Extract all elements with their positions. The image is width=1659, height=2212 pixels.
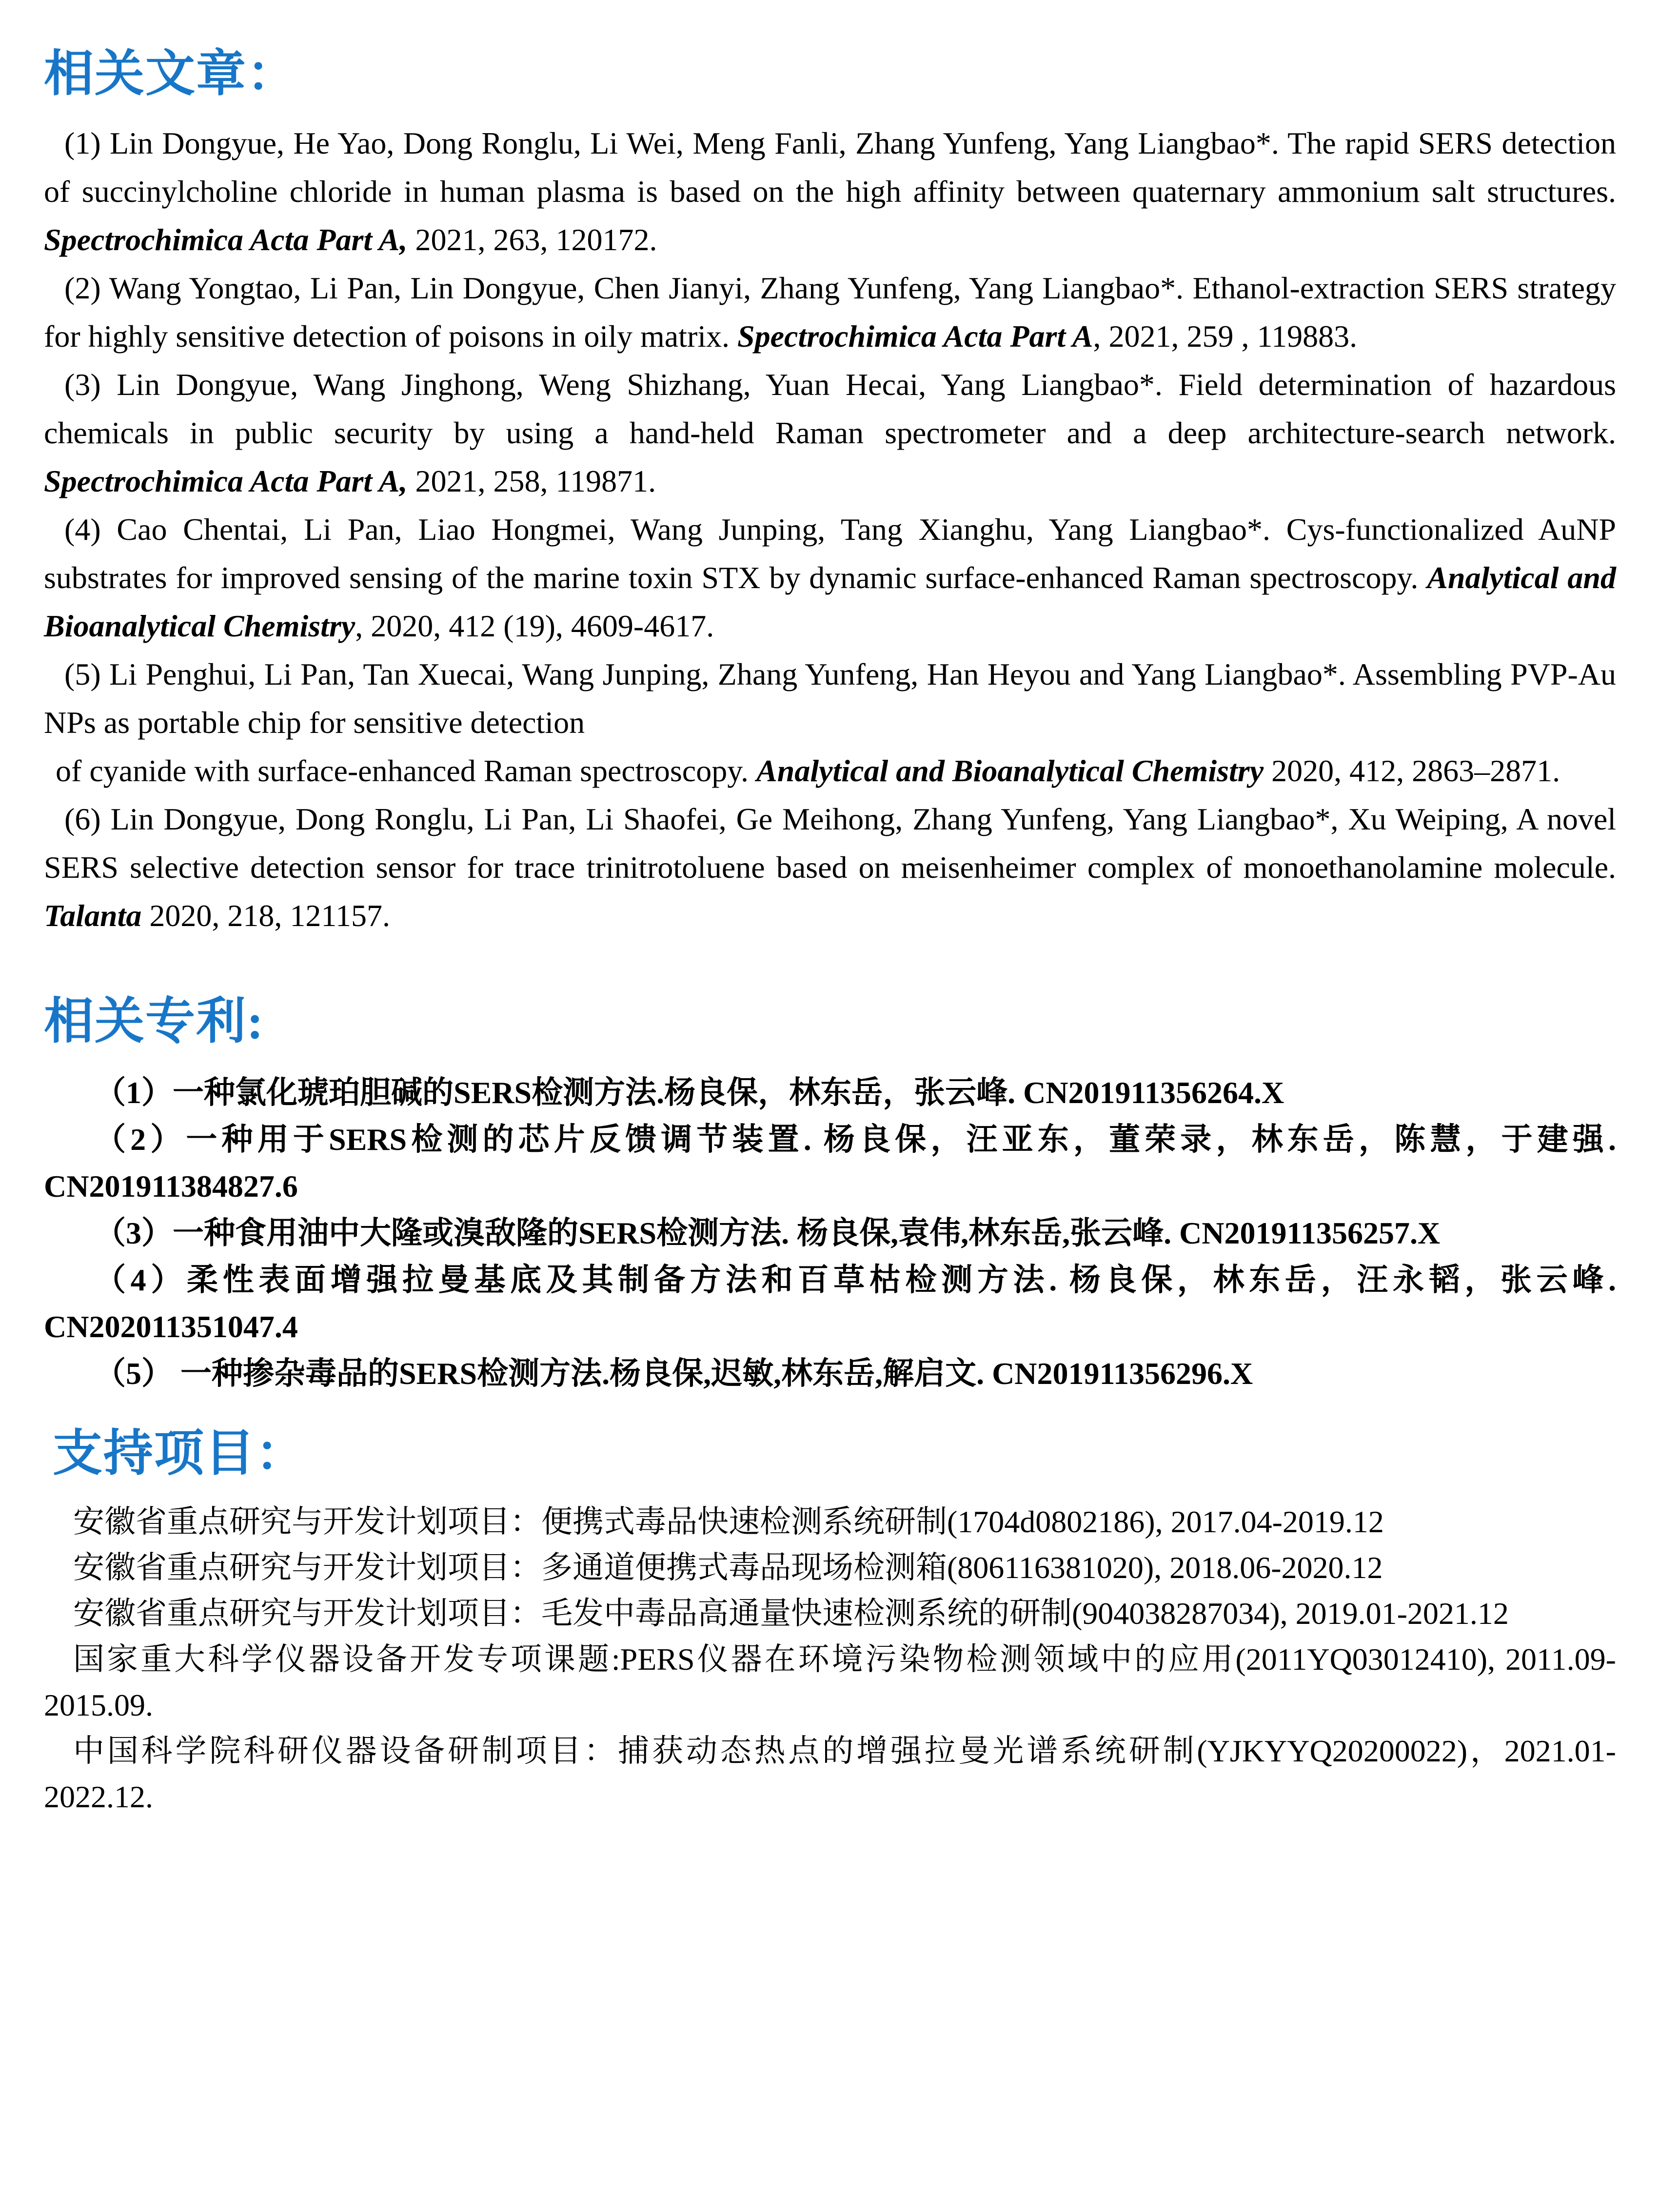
project-entry: 安徽省重点研究与开发计划项目：毛发中毒品高通量快速检测系统的研制(904038287034), 2019.01-2021.12 <box>73 1596 1509 1631</box>
patent-entry: （5） 一种掺杂毒品的SERS检测方法.杨良保,迟敏,林东岳,解启文. CN201911356296.X <box>95 1356 1253 1391</box>
section-heading-projects: 支持项目： <box>53 1426 306 1482</box>
article-text: 2021, 263, 120172. <box>407 222 657 257</box>
journal-name: Spectrochimica Acta Part A, <box>44 222 408 257</box>
journal-name: Spectrochimica Acta Part A, <box>44 464 408 499</box>
article-text: of cyanide with surface-enhanced Raman spectroscopy. <box>56 753 757 789</box>
article-text: (2) Wang Yongtao, Li Pan, Lin Dongyue, Chen Jianyi, Zhang Yunfeng, Yang Liangbao*. Ethanol-extraction SERS strategy for highly sensitive detection of poisons in oily matrix. <box>44 271 1616 354</box>
article-entry <box>44 650 1616 747</box>
patent-entry: （3）一种食用油中大隆或溴敌隆的SERS检测方法. 杨良保,袁伟,林东岳,张云峰. CN201911356257.X <box>95 1216 1441 1251</box>
article-text: 2020, 218, 121157. <box>141 898 390 933</box>
article-entry <box>44 360 1616 505</box>
article-entry <box>44 505 1616 650</box>
article-text: (4) Cao Chentai, Li Pan, Liao Hongmei, Wang Junping, Tang Xianghu, Yang Liangbao*. Cys-functionalized AuNP substrates for improved sensing of the marine toxin STX by dynamic surface-enhanced Raman spectroscopy. <box>44 512 1616 595</box>
article-text: (3) Lin Dongyue, Wang Jinghong, Weng Shizhang, Yuan Hecai, Yang Liangbao*. Field determination of hazardous chemicals in public security by using a hand-held Raman spectrometer and a deep architecture-search network. <box>44 367 1616 451</box>
article-entry <box>44 795 1616 940</box>
patent-entry: （4）柔性表面增强拉曼基底及其制备方法和百草枯检测方法. 杨良保，林东岳，汪永韬，张云峰. CN202011351047.4 <box>44 1263 1616 1344</box>
article-text: 2021, 258, 119871. <box>407 464 656 499</box>
project-entry: 中国科学院科研仪器设备研制项目：捕获动态热点的增强拉曼光谱系统研制(YJKYYQ20200022)，2021.01-2022.12. <box>44 1733 1616 1814</box>
article-text: (6) Lin Dongyue, Dong Ronglu, Li Pan, Li Shaofei, Ge Meihong, Zhang Yunfeng, Yang Liangbao*, Xu Weiping, A novel SERS selective detection sensor for trace trinitrotoluene based on meisenheimer complex of monoethanolamine molecule. <box>44 802 1616 885</box>
section-heading-articles: 相关文章： <box>44 47 297 102</box>
journal-name: Analytical and Bioanalytical Chemistry <box>756 753 1264 789</box>
articles-list <box>44 119 1616 940</box>
project-entry: 安徽省重点研究与开发计划项目：便携式毒品快速检测系统研制(1704d0802186), 2017.04-2019.12 <box>73 1504 1384 1539</box>
project-entry: 国家重大科学仪器设备开发专项课题:PERS仪器在环境污染物检测领域中的应用(2011YQ03012410), 2011.09-2015.09. <box>44 1641 1616 1722</box>
article-entry <box>44 119 1616 264</box>
project-entry: 安徽省重点研究与开发计划项目：多通道便携式毒品现场检测箱(806116381020), 2018.06-2020.12 <box>73 1550 1383 1585</box>
journal-name: Talanta <box>44 898 142 933</box>
journal-name: Spectrochimica Acta Part A <box>737 319 1093 354</box>
journal-name: Analytical and Bioanalytical Chemistry <box>44 560 1617 644</box>
article-text: , 2020, 412 (19), 4609-4617. <box>355 609 714 644</box>
article-entry <box>44 264 1616 360</box>
article-text: (1) Lin Dongyue, He Yao, Dong Ronglu, Li Wei, Meng Fanli, Zhang Yunfeng, Yang Liangbao*. The rapid SERS detection of succinylcholine chloride in human plasma is based on the high affinity between quaternary ammonium salt structures. <box>44 126 1616 209</box>
patents-list <box>44 1069 1616 1397</box>
projects-list <box>44 1499 1616 1820</box>
article-text: (5) Li Penghui, Li Pan, Tan Xuecai, Wang Junping, Zhang Yunfeng, Han Heyou and Yang Liangbao*. Assembling PVP-Au NPs as portable chip for sensitive detection <box>44 657 1616 740</box>
article-text: , 2021, 259 , 119883. <box>1093 319 1358 354</box>
patent-entry: （1）一种氯化琥珀胆碱的SERS检测方法.杨良保，林东岳，张云峰. CN201911356264.X <box>95 1075 1284 1110</box>
article-entry <box>44 747 1616 795</box>
article-text: 2020, 412, 2863–2871. <box>1264 753 1560 789</box>
section-heading-patents: 相关专利: <box>44 994 264 1050</box>
patent-entry: （2）一种用于SERS检测的芯片反馈调节装置. 杨良保，汪亚东，董荣录，林东岳，陈慧，于建强. CN201911384827.6 <box>44 1122 1616 1204</box>
